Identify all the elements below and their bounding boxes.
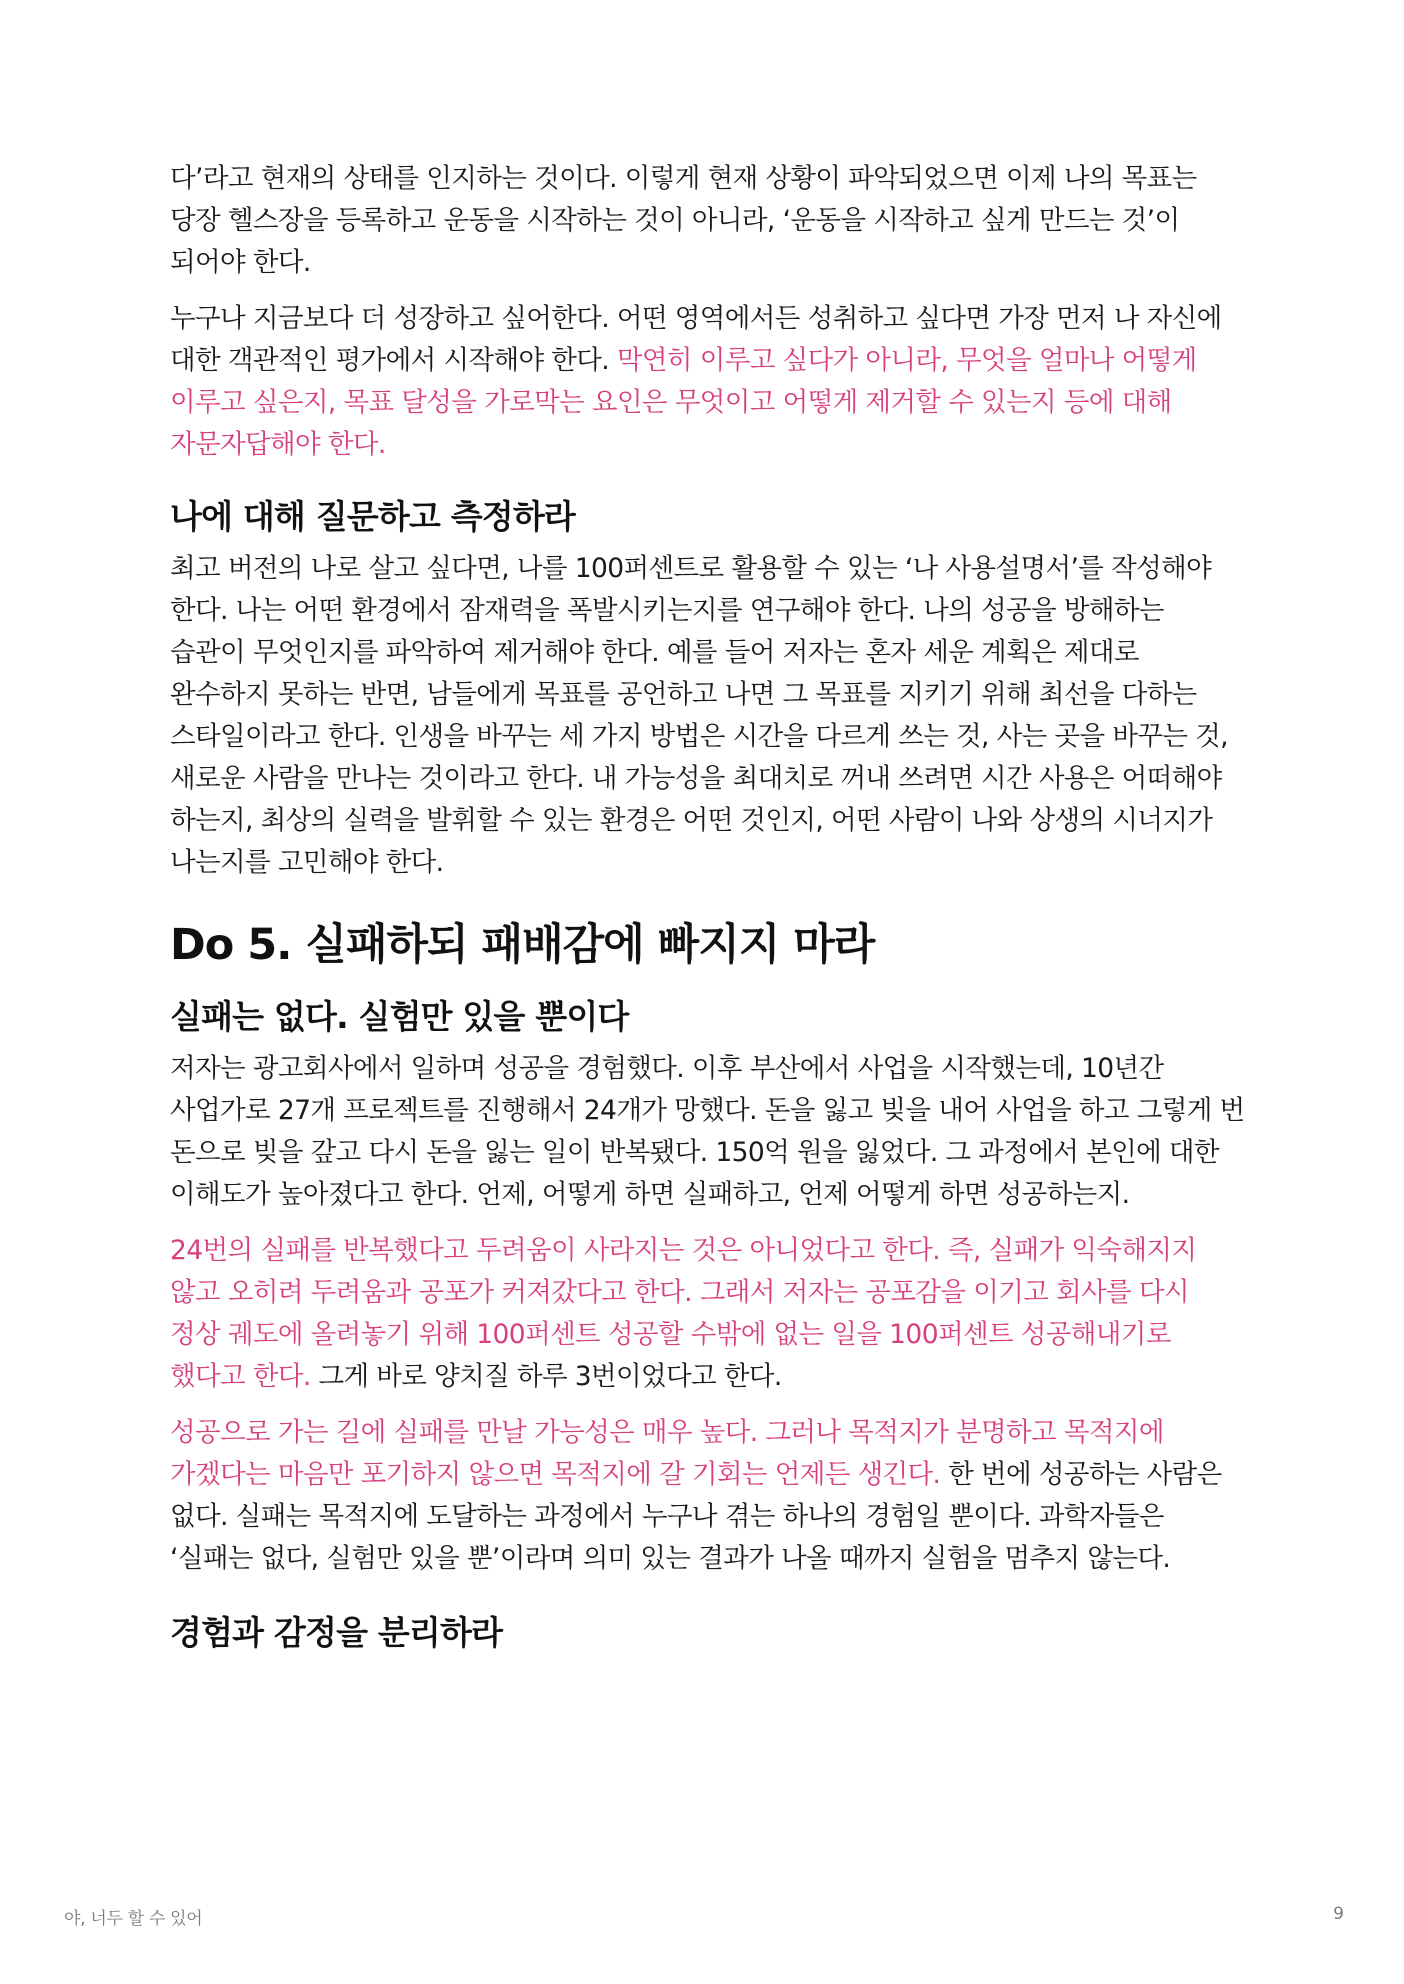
paragraph-text: 그게 바로 양치질 하루 3번이었다고 한다. — [310, 1361, 782, 1392]
paragraph-text: 한 번에 성공하는 사람은 없다. 실패는 목적지에 도달하는 과정에서 누구나 겪는 하나의 경험일 뿐이다. 과학자들은 ‘실패는 없다, 실험만 있을 뿐’이라며 의미 있는 결과가 나올 때까지 실험을 멈추지 않는다. — [170, 1459, 1222, 1574]
paragraph-fear — [170, 1230, 1245, 1398]
footer-book-title: 야, 너두 할 수 있어 — [64, 1909, 203, 1929]
paragraph-destination — [170, 1412, 1245, 1580]
paragraph-failures: 저자는 광고회사에서 일하며 성공을 경험했다. 이후 부산에서 사업을 시작했는데, 10년간 사업가로 27개 프로젝트를 진행해서 24개가 망했다. 돈을 잃고 빚을 내어 사업을 하고 그렇게 번 돈으로 빚을 갚고 다시 돈을 잃는 일이 반복됐다. 150억 원을 잃었다. 그 과정에서 본인에 대한 이해도가 높아졌다고 한다. 언제, 어떻게 하면 실패하고, 언제 어떻게 하면 성공하는지. — [170, 1053, 1245, 1210]
page-content — [170, 158, 1245, 1656]
highlighted-text: 성공으로 가는 길에 실패를 만날 가능성은 매우 높다. 그러나 목적지가 분명하고 목적지에 가겠다는 마음만 포기하지 않으면 목적지에 갈 기회는 언제든 생긴다. — [170, 1417, 1164, 1490]
section-heading-measure: 나에 대해 질문하고 측정하라 — [170, 497, 576, 536]
paragraph-current-state: 다’라고 현재의 상태를 인지하는 것이다. 이렇게 현재 상황이 파악되었으면 이제 나의 목표는 당장 헬스장을 등록하고 운동을 시작하는 것이 아니라, ‘운동을 시작하고 싶게 만드는 것’이 되어야 한다. — [170, 163, 1197, 278]
section-heading-separate: 경험과 감정을 분리하라 — [170, 1613, 503, 1652]
section-heading-experiment: 실패는 없다. 실험만 있을 뿐이다 — [170, 997, 629, 1036]
footer-page-number: 9 — [1333, 1904, 1344, 1924]
paragraph-self-evaluation — [170, 298, 1245, 466]
chapter-heading-do5: Do 5. 실패하되 패배감에 빠지지 마라 — [170, 920, 875, 970]
paragraph-user-manual: 최고 버전의 나로 살고 싶다면, 나를 100퍼센트로 활용할 수 있는 ‘나 사용설명서’를 작성해야 한다. 나는 어떤 환경에서 잠재력을 폭발시키는지를 연구해야 한다. 나의 성공을 방해하는 습관이 무엇인지를 파악하여 제거해야 한다. 예를 들어 저자는 혼자 세운 계획은 제대로 완수하지 못하는 반면, 남들에게 목표를 공언하고 나면 그 목표를 지키기 위해 최선을 다하는 스타일이라고 한다. 인생을 바꾸는 세 가지 방법은 시간을 다르게 쓰는 것, 사는 곳을 바꾸는 것, 새로운 사람을 만나는 것이라고 한다. 내 가능성을 최대치로 꺼내 쓰려면 시간 사용은 어떠해야 하는지, 최상의 실력을 발휘할 수 있는 환경은 어떤 것인지, 어떤 사람이 나와 상생의 시너지가 나는지를 고민해야 한다. — [170, 553, 1228, 878]
highlighted-text: 24번의 실패를 반복했다고 두려움이 사라지는 것은 아니었다고 한다. 즉, 실패가 익숙해지지 않고 오히려 두려움과 공포가 커져갔다고 한다. 그래서 저자는 공포감을 이기고 회사를 다시 정상 궤도에 올려놓기 위해 100퍼센트 성공할 수밖에 없는 일을 100퍼센트 성공해내기로 했다고 한다. — [170, 1235, 1197, 1392]
paragraph-text: 누구나 지금보다 더 성장하고 싶어한다. 어떤 영역에서든 성취하고 싶다면 가장 먼저 나 자신에 대한 객관적인 평가에서 시작해야 한다. — [170, 303, 1222, 376]
highlighted-text: 막연히 이루고 싶다가 아니라, 무엇을 얼마나 어떻게 이루고 싶은지, 목표 달성을 가로막는 요인은 무엇이고 어떻게 제거할 수 있는지 등에 대해 자문자답해야 한다. — [170, 345, 1197, 460]
